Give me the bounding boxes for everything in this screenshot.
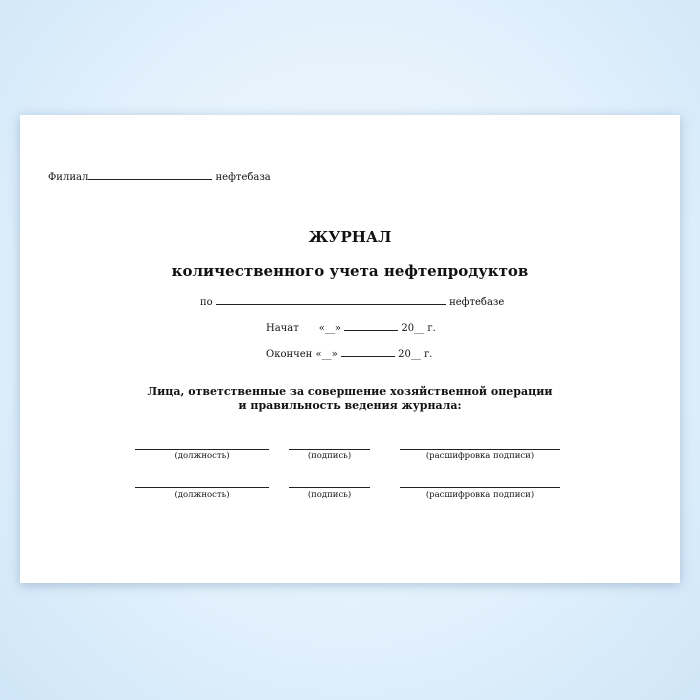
ended-date-line: Окончен «__» 20__ г. bbox=[266, 349, 433, 360]
responsible-line-1: Лица, ответственные за совершение хозяйственной операции bbox=[147, 385, 553, 398]
position-line-1 bbox=[135, 449, 269, 450]
started-day-blank: __ bbox=[324, 323, 335, 334]
branch-line bbox=[48, 170, 271, 183]
decoding-line-1 bbox=[400, 449, 560, 450]
started-month-blank bbox=[344, 321, 398, 331]
depot-blank-line bbox=[216, 295, 446, 305]
started-year-blank: __ bbox=[414, 323, 425, 334]
responsible-line-2: и правильность ведения журнала: bbox=[238, 399, 462, 412]
ended-day-blank: __ bbox=[321, 349, 332, 360]
position-line-2 bbox=[135, 487, 269, 488]
depot-prefix: по bbox=[200, 297, 213, 308]
responsible-persons-heading bbox=[20, 385, 680, 413]
branch-blank-line bbox=[88, 170, 212, 180]
signature-caption-1: (подпись) bbox=[307, 451, 352, 461]
started-label: Начат bbox=[266, 323, 299, 334]
ended-month-blank bbox=[341, 347, 395, 357]
journal-title: ЖУРНАЛ bbox=[308, 228, 392, 246]
signature-line-2 bbox=[289, 487, 370, 488]
signature-line-1 bbox=[289, 449, 370, 450]
journal-subtitle: количественного учета нефтепродуктов bbox=[171, 262, 529, 280]
decoding-caption-1: (расшифровка подписи) bbox=[425, 451, 535, 461]
position-caption-1: (должность) bbox=[174, 451, 230, 461]
depot-line bbox=[200, 295, 504, 308]
ended-label: Окончен bbox=[266, 349, 313, 360]
branch-label: Филиал bbox=[48, 172, 89, 183]
signature-caption-2: (подпись) bbox=[307, 490, 352, 500]
depot-suffix: нефтебазе bbox=[449, 297, 505, 308]
ended-year-blank: __ bbox=[410, 349, 421, 360]
journal-cover-sheet bbox=[20, 115, 680, 583]
decoding-caption-2: (расшифровка подписи) bbox=[425, 490, 535, 500]
position-caption-2: (должность) bbox=[174, 490, 230, 500]
decoding-line-2 bbox=[400, 487, 560, 488]
started-date-line: Начат «__» 20__ г. bbox=[266, 323, 436, 334]
branch-suffix: нефтебаза bbox=[215, 172, 271, 183]
